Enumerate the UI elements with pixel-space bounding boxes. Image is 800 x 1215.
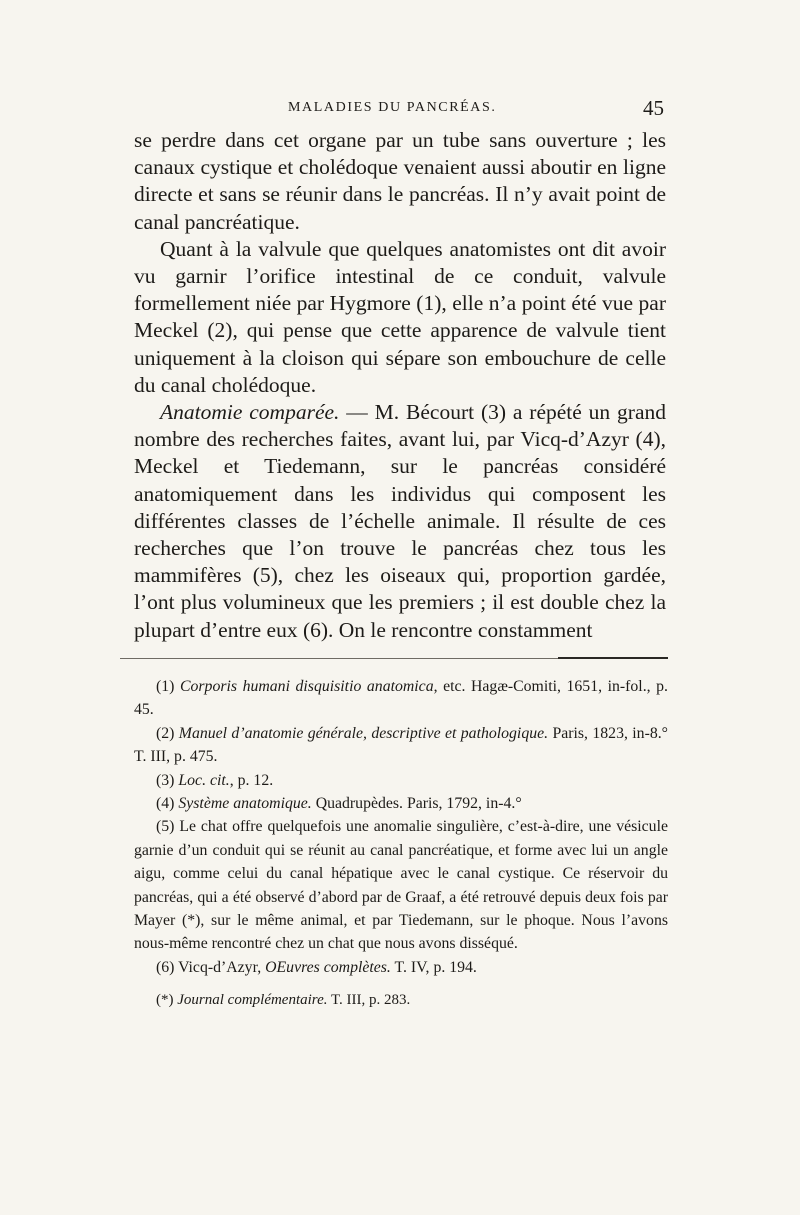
footnote-1-title: Corporis humani disquisitio anatomica (179, 678, 434, 695)
footnote-2 (134, 722, 668, 769)
footnote-3-rest: , p. 12. (229, 771, 274, 789)
footnote-3 (134, 769, 668, 792)
footnote-4-title: Système anatomique. (178, 795, 312, 813)
paragraph-3 (134, 399, 666, 644)
footnote-star-title: Journal complémentaire. (177, 992, 328, 1009)
footnote-1 (134, 675, 668, 722)
footnote-3-mark: (3) (156, 771, 179, 789)
footnote-star (134, 989, 668, 1012)
page-number: 45 (643, 96, 664, 120)
paragraph-2: Quant à la valvule que quelques anatomistes ont dit avoir vu garnir l’orifice intestinal de ce conduit, valvule formellement niée par Hygmore (1), elle n’a point été vue par Meckel (2), qui pense que cette apparence de valvule tient uniquement à la cloison qui sépare son embouchure de celle du canal cholédoque. (134, 236, 666, 397)
footnote-6 (134, 956, 668, 979)
footnote-5: (5) Le chat offre quelquefois une anomalie singulière, c’est-à-dire, une vésicule garnie d’un conduit qui se réunit au canal pancréatique, et forme avec lui un angle aigu, comme celui du canal hépatique avec le canal cystique. Ce réservoir du pancréas, qui a été observé d’abord par de Graaf, a été retrouvé depuis deux fois par Mayer (*), sur le même animal, et par Tiedemann, sur le phoque. Nous l’avons nous-même rencontré chez un chat que nous avons disséqué. (134, 818, 668, 953)
paragraph-3-text: — M. Bécourt (3) a répété un grand nombre des recherches faites, avant lui, par Vicq-d’Azyr (4), Meckel et Tiedemann, sur le pancréas considéré anatomiquement dans les individus qui composent les différentes classes de l’échelle animale. Il résulte de ces recherches que l’on trouve le pancréas chez tous les mammifères (5), chez les oiseaux qui, proportion gardée, l’ont plus volumineux que les premiers ; il est double chez la plupart d’entre eux (6). On le rencontre constamment (134, 400, 666, 642)
footnote-2-title: Manuel d’anatomie générale, descriptive et pathologique. (178, 724, 549, 742)
section-heading-anatomie-comparee: Anatomie comparée. (160, 400, 340, 425)
footnote-6-title: OEuvres complètes. (265, 958, 391, 976)
footnote-2-rest: Paris, 1823, in-8.° T. III, p. 475. (134, 724, 669, 766)
footnote-4-mark: (4) (156, 795, 179, 813)
footnote-star-rest: T. III, p. 283. (327, 992, 411, 1009)
footnote-1-rest: , etc. Hagæ-Comiti, 1651, in-fol., p. 45. (134, 678, 668, 719)
footnote-6-rest: T. IV, p. 194. (390, 958, 477, 976)
footnotes (134, 675, 668, 1013)
footnote-separator (120, 658, 668, 659)
footnote-1-mark: (1) (156, 678, 180, 695)
footnote-4 (134, 792, 668, 815)
footnote-star-mark: (*) (156, 992, 178, 1009)
footnote-2-mark: (2) (156, 724, 179, 742)
separator-accent (558, 657, 668, 659)
paragraph-1: se perdre dans cet organe par un tube sans ouverture ; les canaux cystique et cholédoque venaient aussi aboutir en ligne directe et sans se réunir dans le pancréas. Il n’y avait point de canal pancréatique. (134, 128, 666, 234)
footnote-6-mark: (6) Vicq-d’Azyr, (156, 958, 266, 976)
footnote-3-title: Loc. cit. (178, 771, 230, 789)
main-text (134, 127, 666, 644)
footnote-4-rest: Quadrupèdes. Paris, 1792, in-4.° (311, 795, 522, 813)
running-head (120, 96, 664, 122)
running-title: MALADIES DU PANCRÉAS. (288, 100, 497, 115)
